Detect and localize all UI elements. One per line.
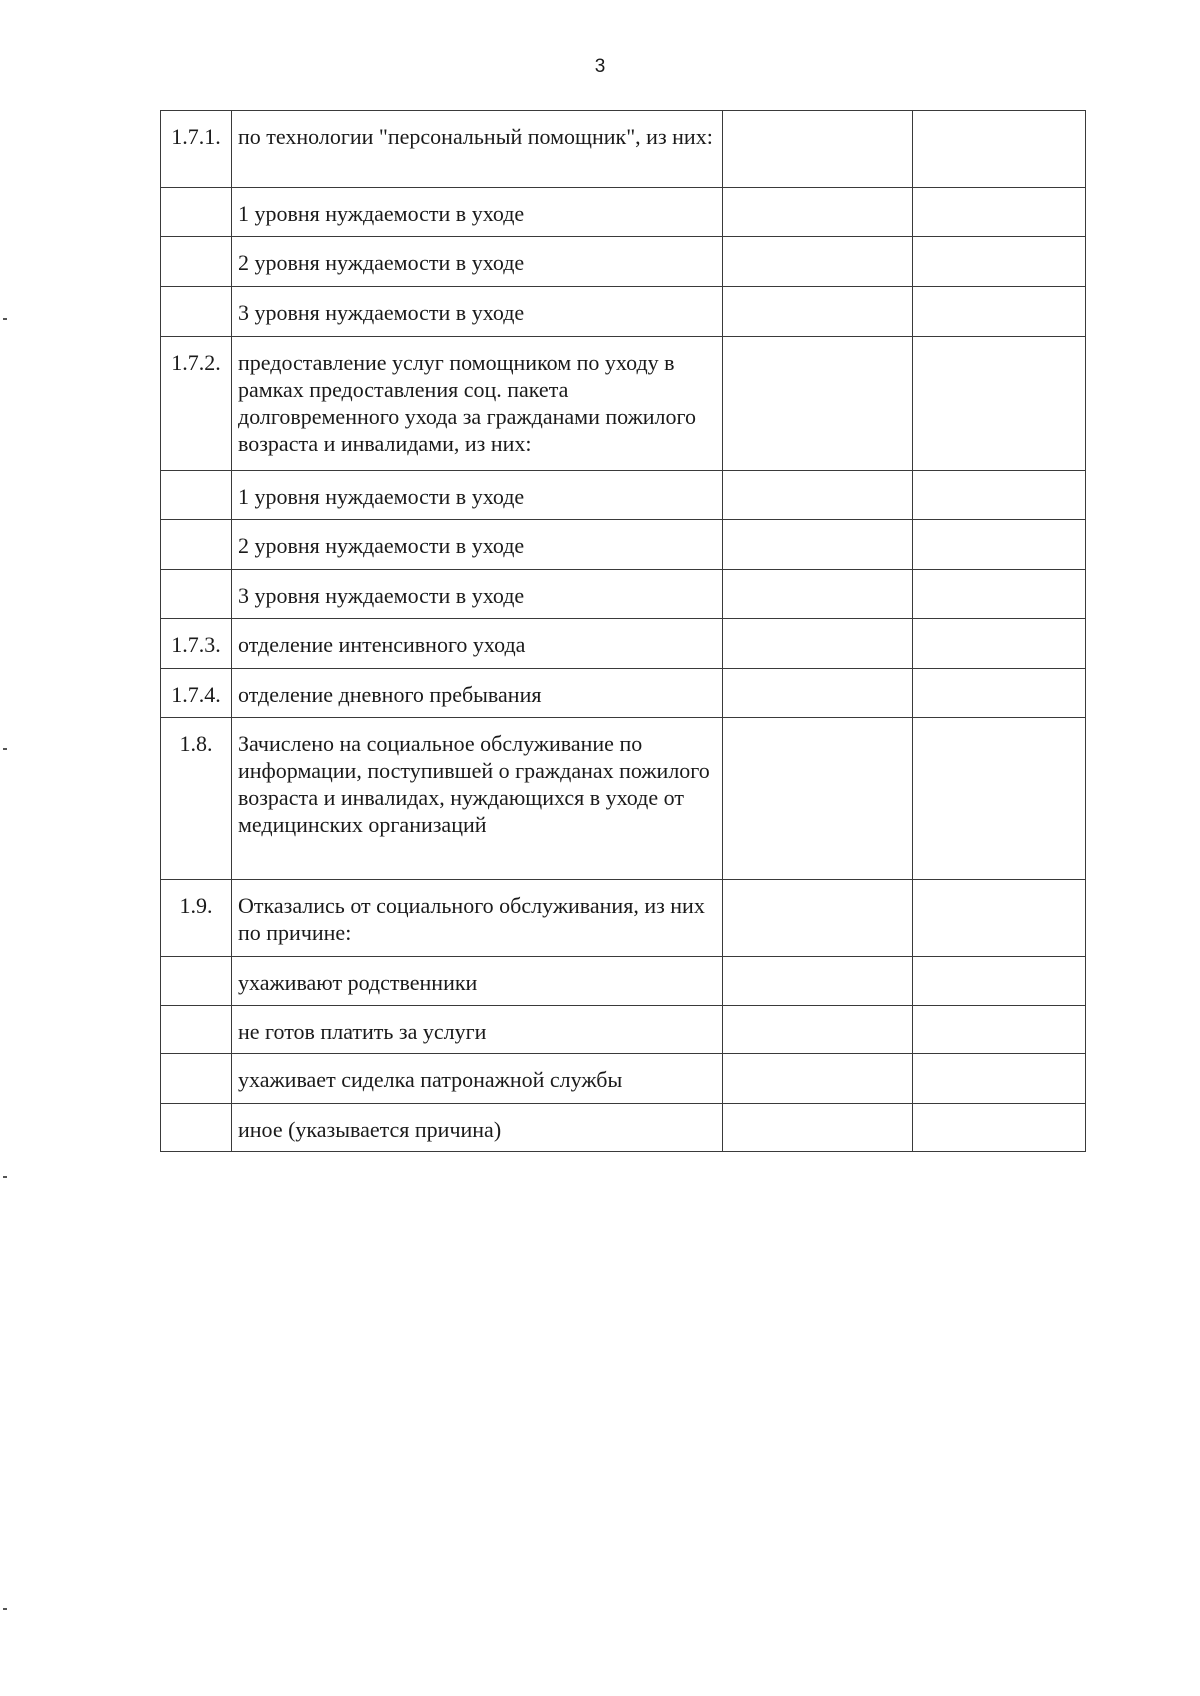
row-number: 1.7.4. (161, 669, 232, 718)
row-description: не готов платить за услуги (232, 1006, 723, 1054)
row-number (161, 287, 232, 337)
value-cell-1 (723, 880, 913, 957)
row-description: 1 уровня нуждаемости в уходе (232, 471, 723, 520)
row-description: отделение дневного пребывания (232, 669, 723, 718)
row-description: отделение интенсивного ухода (232, 619, 723, 669)
value-cell-2 (913, 237, 1086, 287)
table-row (161, 471, 1086, 520)
value-cell-1 (723, 718, 913, 880)
row-number (161, 520, 232, 570)
value-cell-2 (913, 1054, 1086, 1104)
row-description: 3 уровня нуждаемости в уходе (232, 287, 723, 337)
table-row (161, 880, 1086, 957)
value-cell-2 (913, 287, 1086, 337)
value-cell-1 (723, 471, 913, 520)
value-cell-1 (723, 520, 913, 570)
table-row (161, 520, 1086, 570)
table-row (161, 111, 1086, 188)
table-row (161, 718, 1086, 880)
value-cell-2 (913, 520, 1086, 570)
row-number (161, 1054, 232, 1104)
value-cell-2 (913, 188, 1086, 237)
value-cell-2 (913, 669, 1086, 718)
row-description: 3 уровня нуждаемости в уходе (232, 570, 723, 619)
page-number: 3 (594, 56, 606, 77)
row-number: 1.8. (161, 718, 232, 880)
value-cell-2 (913, 337, 1086, 471)
scan-mark (3, 318, 7, 320)
row-number (161, 957, 232, 1006)
scan-mark (3, 1176, 7, 1178)
value-cell-1 (723, 957, 913, 1006)
row-description: предоставление услуг помощником по уходу в рамках предоставления соц. пакета долговременного ухода за гражданами пожилого возраста и инвалидами, из них: (232, 337, 723, 471)
row-description: ухаживают родственники (232, 957, 723, 1006)
table-row (161, 1104, 1086, 1152)
table-row (161, 669, 1086, 718)
row-number: 1.7.1. (161, 111, 232, 188)
value-cell-2 (913, 880, 1086, 957)
row-description: Отказались от социального обслуживания, из них по причине: (232, 880, 723, 957)
table-row (161, 287, 1086, 337)
value-cell-1 (723, 337, 913, 471)
value-cell-1 (723, 669, 913, 718)
report-table (160, 110, 1086, 1152)
table-row (161, 188, 1086, 237)
value-cell-2 (913, 718, 1086, 880)
value-cell-2 (913, 957, 1086, 1006)
row-number: 1.7.2. (161, 337, 232, 471)
row-number: 1.9. (161, 880, 232, 957)
row-number (161, 1104, 232, 1152)
row-description: ухаживает сиделка патронажной службы (232, 1054, 723, 1104)
row-number (161, 1006, 232, 1054)
value-cell-2 (913, 1006, 1086, 1054)
row-number (161, 471, 232, 520)
table-row (161, 570, 1086, 619)
table-row (161, 957, 1086, 1006)
value-cell-1 (723, 1054, 913, 1104)
value-cell-1 (723, 619, 913, 669)
value-cell-2 (913, 111, 1086, 188)
value-cell-1 (723, 111, 913, 188)
value-cell-2 (913, 570, 1086, 619)
value-cell-1 (723, 1104, 913, 1152)
scan-mark (3, 1608, 7, 1610)
row-description: 2 уровня нуждаемости в уходе (232, 237, 723, 287)
row-number (161, 188, 232, 237)
row-number: 1.7.3. (161, 619, 232, 669)
row-description: 2 уровня нуждаемости в уходе (232, 520, 723, 570)
value-cell-2 (913, 471, 1086, 520)
value-cell-2 (913, 619, 1086, 669)
value-cell-2 (913, 1104, 1086, 1152)
table-row (161, 1054, 1086, 1104)
value-cell-1 (723, 287, 913, 337)
value-cell-1 (723, 1006, 913, 1054)
value-cell-1 (723, 570, 913, 619)
row-description: по технологии "персональный помощник", из них: (232, 111, 723, 188)
value-cell-1 (723, 188, 913, 237)
table-row (161, 619, 1086, 669)
row-description: Зачислено на социальное обслуживание по информации, поступившей о гражданах пожилого возраста и инвалидах, нуждающихся в уходе от медицинских организаций (232, 718, 723, 880)
row-number (161, 570, 232, 619)
row-number (161, 237, 232, 287)
table-row (161, 237, 1086, 287)
row-description: 1 уровня нуждаемости в уходе (232, 188, 723, 237)
table-row (161, 1006, 1086, 1054)
row-description: иное (указывается причина) (232, 1104, 723, 1152)
table-row (161, 337, 1086, 471)
scan-mark (3, 748, 7, 750)
value-cell-1 (723, 237, 913, 287)
